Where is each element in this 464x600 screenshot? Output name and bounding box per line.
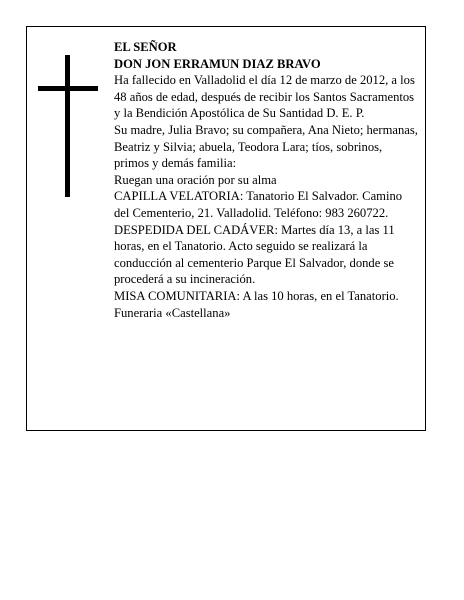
cross-vertical-bar bbox=[65, 55, 70, 197]
cross-icon bbox=[38, 55, 98, 197]
deceased-name: DON JON ERRAMUN DIAZ BRAVO bbox=[114, 56, 321, 71]
cross-horizontal-bar bbox=[38, 86, 98, 91]
death-announcement: Ha fallecido en Valladolid el día 12 de marzo de 2012, a los 48 años de edad, después de recibir los Santos Sacramentos y la Bendición Apostólica de Su Santidad D. E. P. bbox=[114, 73, 415, 121]
chapel-info: CAPILLA VELATORIA: Tanatorio El Salvador. Camino del Cementerio, 21. Valladolid. Teléfono: 983 260722. bbox=[114, 189, 403, 220]
obituary-text bbox=[114, 39, 420, 321]
prayer-request: Ruegan una oración por su alma bbox=[114, 172, 277, 187]
notice-title: EL SEÑOR bbox=[114, 40, 177, 54]
family-list: Su madre, Julia Bravo; su compañera, Ana Nieto; hermanas, Beatriz y Silvia; abuela, Teodora Lara; tíos, sobrinos, primos y demás familia: bbox=[114, 122, 418, 171]
farewell-info: DESPEDIDA DEL CADÁVER: Martes día 13, a las 11 horas, en el Tanatorio. Acto seguido se realizará la conducción al cementerio Parque El Salvador, donde se procederá a su incineración. bbox=[114, 222, 395, 287]
funeral-home: Funeraria «Castellana» bbox=[114, 305, 231, 320]
mass-info: MISA COMUNITARIA: A las 10 horas, en el Tanatorio. bbox=[114, 288, 399, 303]
